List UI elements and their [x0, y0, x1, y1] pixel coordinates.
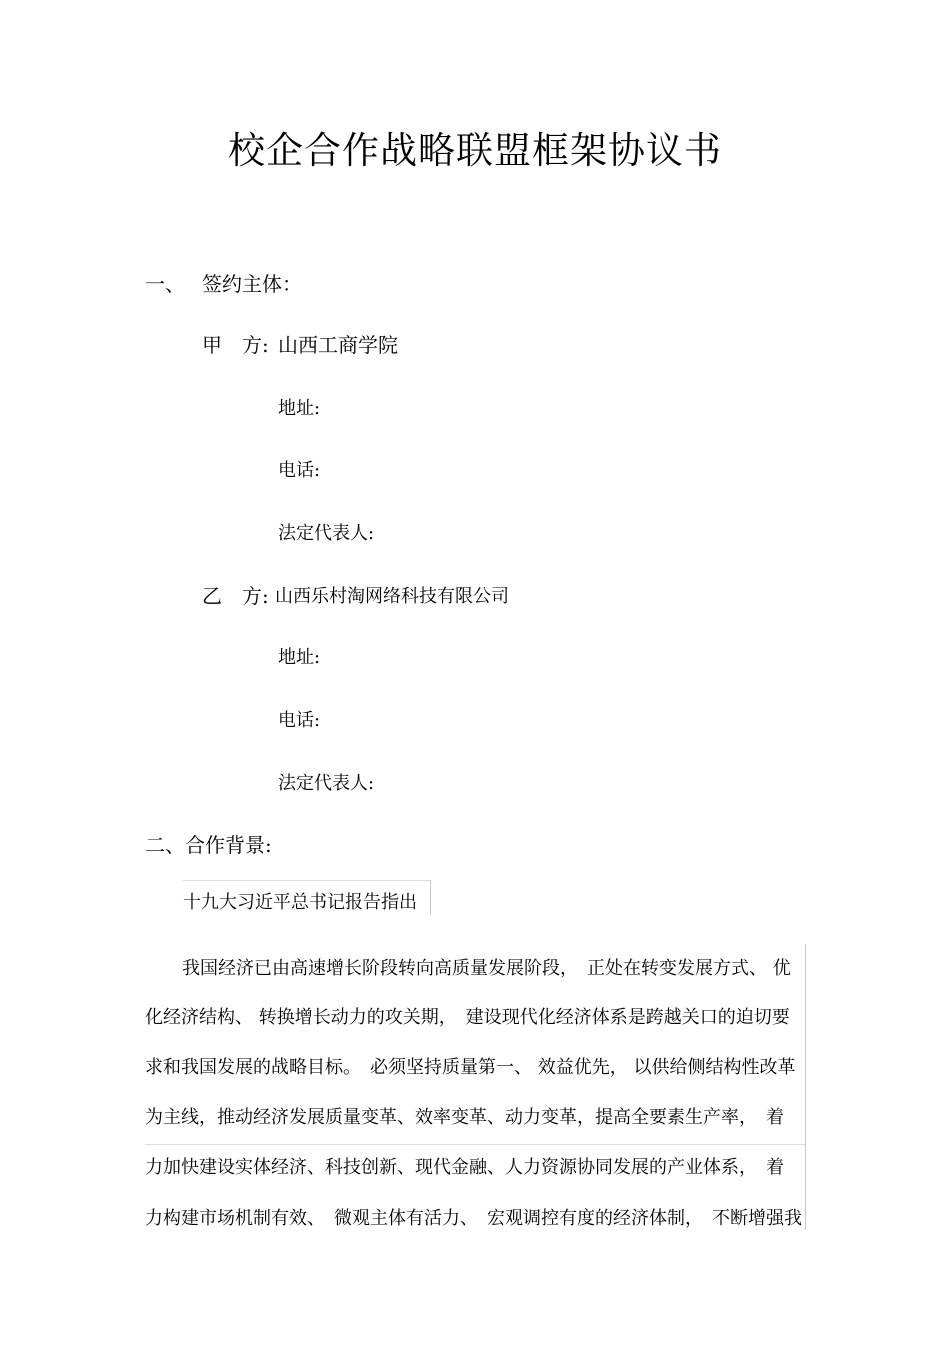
document-title: 校企合作战略联盟框架协议书 [228, 129, 722, 172]
lead-box-right-rule [430, 880, 431, 914]
party-a-name: 山西工商学院 [278, 333, 398, 357]
section-2-heading: 二、合作背景: [145, 833, 272, 857]
background-line-4: 为主线，推动经济发展质量变革、效率变革、动力变革，提高全要素生产率， 着 [145, 1107, 784, 1128]
party-a-phone-label: 电话: [278, 460, 321, 481]
party-b-name: 山西乐村淘网络科技有限公司 [275, 586, 509, 607]
background-line-2: 化经济结构、 转换增长动力的攻关期， 建设现代化经济体系是跨越关口的迫切要 [145, 1007, 790, 1028]
background-lead: 十九大习近平总书记报告指出 [183, 892, 417, 913]
background-line-1: 我国经济已由高速增长阶段转向高质量发展阶段， 正处在转变发展方式、 优 [182, 958, 791, 979]
party-a-address-label: 地址: [278, 398, 321, 419]
party-b-label: 乙 方: [202, 584, 269, 608]
lead-box-top-rule [183, 880, 430, 881]
party-b-address-label: 地址: [278, 647, 321, 668]
section-1-number: 一、 [145, 272, 185, 296]
section-1-heading: 签约主体： [202, 272, 302, 296]
background-line-3: 求和我国发展的战略目标。 必须坚持质量第一、 效益优先， 以供给侧结构性改革 [145, 1057, 796, 1078]
party-a-label: 甲 方: [202, 333, 269, 357]
paragraph-right-rule [805, 944, 806, 1230]
party-b-phone-label: 电话: [278, 710, 321, 731]
paragraph-row-rule [145, 1144, 805, 1145]
background-line-5: 力加快建设实体经济、科技创新、现代金融、人力资源协同发展的产业体系， 着 [145, 1157, 784, 1178]
party-b-representative-label: 法定代表人: [278, 773, 375, 794]
party-a-representative-label: 法定代表人: [278, 523, 375, 544]
background-line-6: 力构建市场机制有效、 微观主体有活力、 宏观调控有度的经济体制， 不断增强我 [145, 1208, 802, 1229]
